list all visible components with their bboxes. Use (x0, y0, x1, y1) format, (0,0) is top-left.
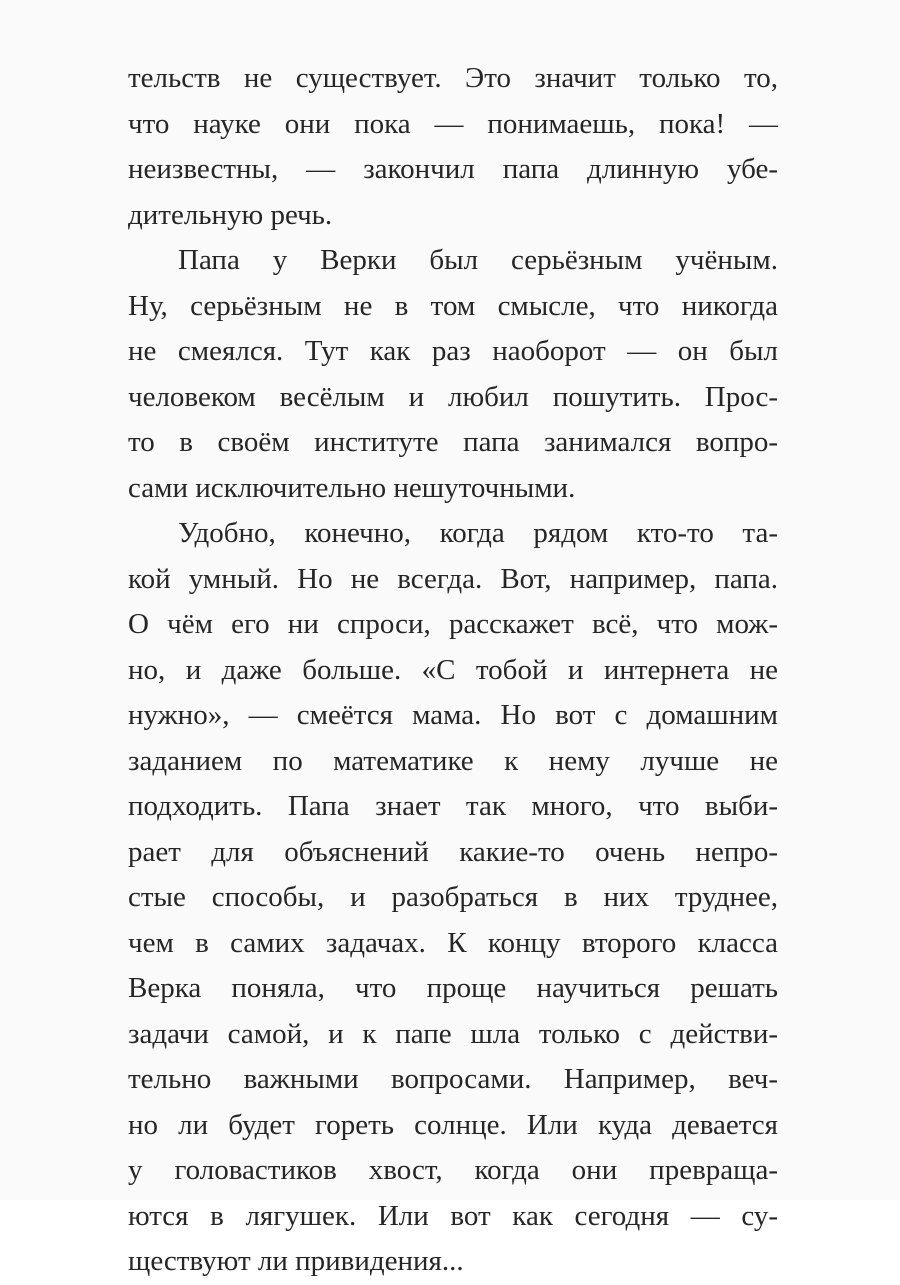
text-line: кой умный. Но не всегда. Вот, например, папа. (128, 562, 778, 595)
text-line: О чём его ни спроси, расскажет всё, что мож- (128, 608, 778, 640)
text-line: но ли будет гореть солнце. Или куда девается (128, 1108, 778, 1141)
text-line: задачи самой, и к папе шла только с действи- (128, 1017, 778, 1050)
text-line: Папа у Верки был серьёзным учёным. (178, 244, 778, 276)
text-line: Удобно, конечно, когда рядом кто-то та- (178, 517, 778, 549)
text-line: ществуют ли привидения... (128, 1245, 464, 1277)
text-line: рает для объяснений какие-то очень непро- (128, 835, 778, 868)
text-line: дительную речь. (128, 198, 333, 231)
text-line: но, и даже больше. «С тобой и интернета не (128, 653, 778, 686)
text-line: заданием по математике к нему лучше не (128, 744, 778, 777)
text-line: нужно», — смеётся мама. Но вот с домашним (128, 699, 778, 731)
text-line: чем в самих задачах. К концу второго класса (128, 926, 778, 959)
text-line: стые способы, и разобраться в них труднее, (128, 881, 778, 913)
text-line: не смеялся. Тут как раз наоборот — он был (128, 335, 778, 367)
text-line: неизвестны, — закончил папа длинную убе- (128, 153, 778, 185)
text-line: тельно важными вопросами. Например, веч- (128, 1063, 778, 1095)
text-line: Верка поняла, что проще научиться решать (128, 972, 778, 1004)
text-line: у головастиков хвост, когда они превраща- (128, 1154, 778, 1186)
text-line: то в своём институте папа занимался вопро- (128, 426, 778, 458)
text-line: тельств не существует. Это значит только то, (128, 62, 778, 94)
text-line: человеком весёлым и любил пошутить. Прос- (128, 380, 778, 413)
text-line: сами исключительно нешуточными. (128, 471, 576, 504)
text-line: подходить. Папа знает так много, что выби- (128, 790, 778, 822)
text-line: Ну, серьёзным не в том смысле, что никогда (128, 289, 778, 322)
text-line: что науке они пока — понимаешь, пока! — (128, 107, 778, 140)
text-line: ются в лягушек. Или вот как сегодня — су- (128, 1199, 778, 1232)
page-text (128, 56, 778, 1285)
